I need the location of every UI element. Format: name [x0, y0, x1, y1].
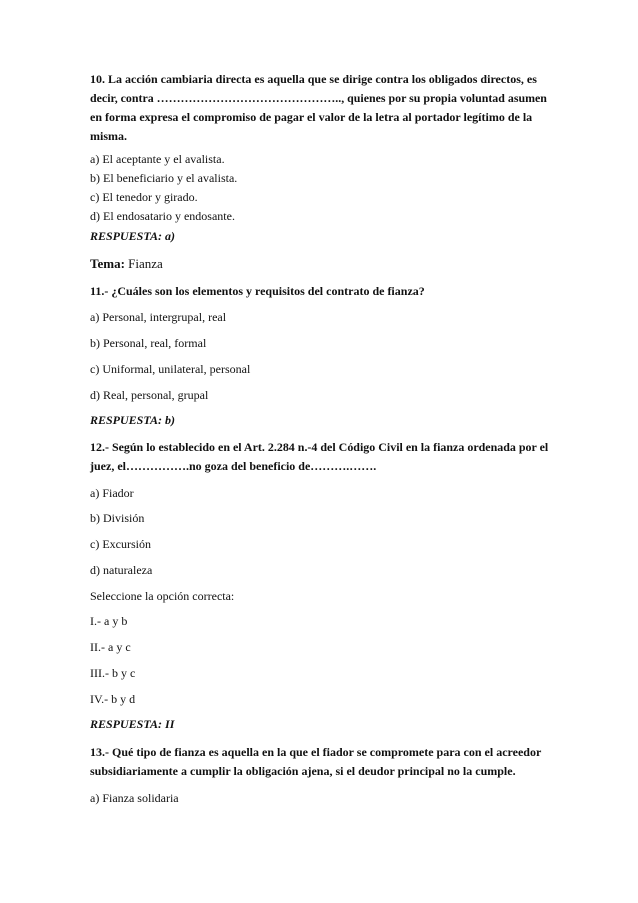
topic-heading — [90, 256, 163, 271]
question-10-answer: RESPUESTA: a) — [90, 229, 176, 243]
question-13-line-2: subsidiariamente a cumplir la obligación ajena, si el deudor principal no la cumple. — [90, 764, 516, 778]
question-12-line-1: 12.- Según lo establecido en el Art. 2.284 n.-4 del Código Civil en la fianza ordenada por el — [90, 440, 549, 454]
question-12-choice-2: II.- a y c — [90, 640, 131, 654]
question-12-choice-1: I.- a y b — [90, 614, 128, 628]
question-10-option-c: c) El tenedor y girado. — [90, 190, 198, 204]
question-11-option-a: a) Personal, intergrupal, real — [90, 310, 227, 324]
question-12-option-c: c) Excursión — [90, 537, 151, 551]
question-11-option-c: c) Uniformal, unilateral, personal — [90, 362, 251, 376]
question-13-option-a: a) Fianza solidaria — [90, 791, 179, 805]
question-12-option-a: a) Fiador — [90, 486, 134, 500]
question-12-line-2: juez, el…………….no goza del beneficio de……….……. — [90, 459, 377, 473]
question-12-choice-3: III.- b y c — [90, 666, 136, 680]
question-12-option-b: b) División — [90, 511, 145, 525]
question-11-option-b: b) Personal, real, formal — [90, 336, 207, 350]
question-10-option-d: d) El endosatario y endosante. — [90, 209, 235, 223]
question-10-line-2: decir, contra ……………………………………….., quienes por su propia voluntad asumen — [90, 91, 547, 105]
question-11-answer: RESPUESTA: b) — [90, 413, 176, 427]
question-10-line-3: en forma expresa el compromiso de pagar el valor de la letra al portador legítimo de la — [90, 110, 533, 124]
question-10-line-1: 10. La acción cambiaria directa es aquella que se dirige contra los obligados directos, es — [90, 72, 537, 86]
question-12-choice-4: IV.- b y d — [90, 692, 136, 706]
question-12-answer: RESPUESTA: II — [90, 717, 175, 731]
question-11-option-d: d) Real, personal, grupal — [90, 388, 209, 402]
question-10-option-b: b) El beneficiario y el avalista. — [90, 171, 238, 185]
question-13-line-1: 13.- Qué tipo de fianza es aquella en la que el fiador se compromete para con el acreedor — [90, 745, 542, 759]
question-10-line-4: misma. — [90, 129, 127, 143]
question-12-option-d: d) naturaleza — [90, 563, 153, 577]
question-12-select-label: Seleccione la opción correcta: — [90, 589, 235, 603]
question-11-line-1: 11.- ¿Cuáles son los elementos y requisitos del contrato de fianza? — [90, 284, 425, 298]
topic-label: Tema: — [90, 256, 125, 271]
topic-value: Fianza — [128, 256, 163, 271]
question-10-option-a: a) El aceptante y el avalista. — [90, 152, 225, 166]
